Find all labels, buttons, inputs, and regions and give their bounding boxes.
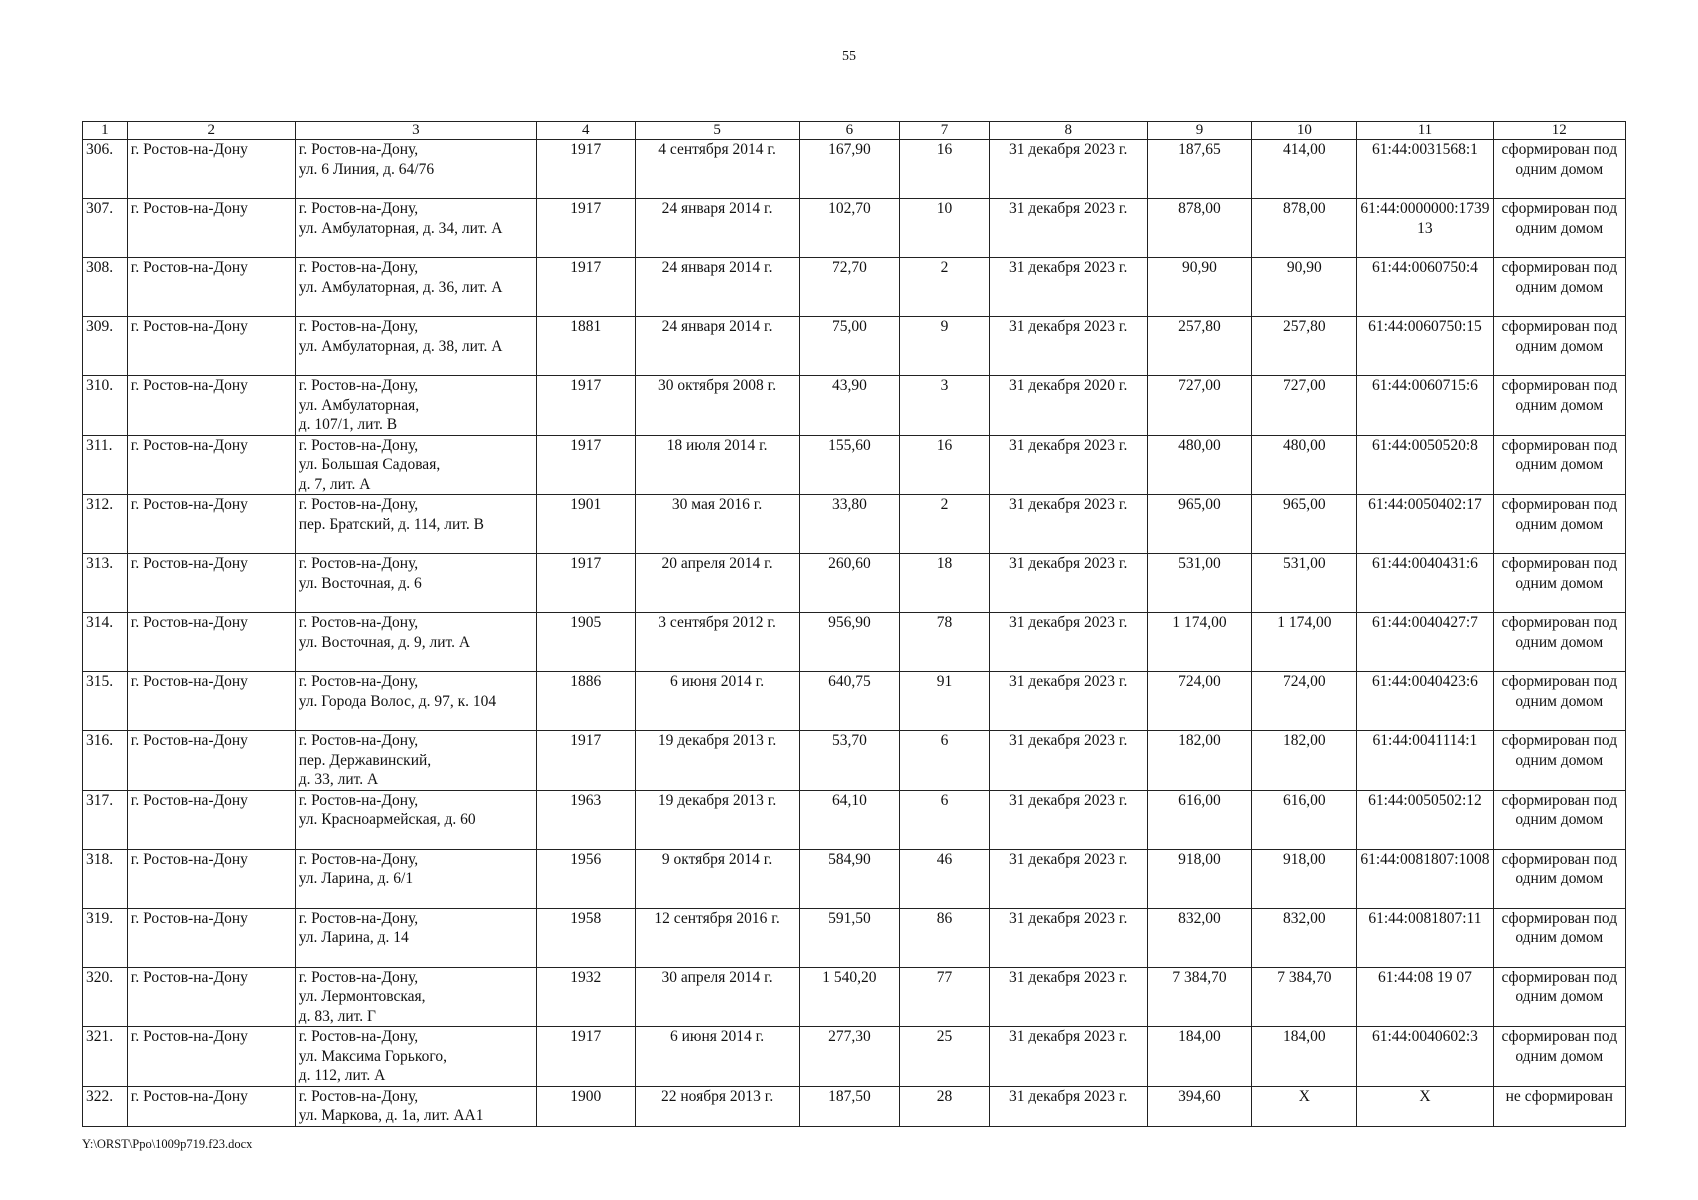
address-cell bbox=[295, 199, 536, 258]
address-line: г. Ростов-на-Дону, bbox=[298, 259, 419, 276]
area-cell: 584,90 bbox=[799, 849, 900, 908]
address-cell bbox=[295, 554, 536, 613]
table-row bbox=[83, 1027, 1626, 1087]
address-line: ул. Маркова, д. 1а, лит. АА1 bbox=[298, 1107, 484, 1124]
footer-file-path: Y:\ORST\Ppo\1009p719.f23.docx bbox=[82, 1137, 253, 1151]
address-line: д. 33, лит. А bbox=[298, 771, 379, 788]
deadline-cell: 31 декабря 2023 г. bbox=[989, 908, 1147, 967]
deadline-cell: 31 декабря 2023 г. bbox=[989, 258, 1147, 317]
value-cell: 480,00 bbox=[1147, 435, 1252, 495]
locality-cell: г. Ростов-на-Дону bbox=[127, 1086, 295, 1126]
deadline-cell: 31 декабря 2023 г. bbox=[989, 1027, 1147, 1087]
year-cell: 1917 bbox=[536, 554, 635, 613]
column-header: 2 bbox=[127, 122, 295, 140]
value-cell: 918,00 bbox=[1147, 849, 1252, 908]
address-line: ул. Красноармейская, д. 60 bbox=[298, 811, 476, 828]
address-line: ул. Амбулаторная, д. 36, лит. А bbox=[298, 278, 503, 296]
address-line: пер. Державинский, bbox=[298, 751, 432, 769]
status-cell: сформирован под одним домом bbox=[1493, 199, 1625, 258]
deadline-cell: 31 декабря 2020 г. bbox=[989, 376, 1147, 436]
row-number-cell: 312. bbox=[83, 495, 128, 554]
deadline-cell: 31 декабря 2023 г. bbox=[989, 317, 1147, 376]
address-line: г. Ростов-на-Дону, bbox=[298, 496, 419, 513]
value-cell: 878,00 bbox=[1252, 199, 1357, 258]
date-cell: 3 сентября 2012 г. bbox=[635, 613, 799, 672]
locality-cell: г. Ростов-на-Дону bbox=[127, 376, 295, 436]
area-cell: 187,50 bbox=[799, 1086, 900, 1126]
value-cell: 257,80 bbox=[1147, 317, 1252, 376]
people-cell: 46 bbox=[900, 849, 990, 908]
value-cell: 918,00 bbox=[1252, 849, 1357, 908]
address-line: г. Ростов-на-Дону, bbox=[298, 436, 419, 454]
row-number-cell: 308. bbox=[83, 258, 128, 317]
locality-cell: г. Ростов-на-Дону bbox=[127, 849, 295, 908]
row-number-cell: 317. bbox=[83, 790, 128, 849]
row-number-cell: 315. bbox=[83, 672, 128, 731]
address-cell bbox=[295, 1086, 536, 1126]
value-cell: 1 174,00 bbox=[1252, 613, 1357, 672]
value-cell: 7 384,70 bbox=[1147, 967, 1252, 1027]
cadastral-number-cell: 61:44:0060750:15 bbox=[1357, 317, 1493, 376]
value-cell: 531,00 bbox=[1252, 554, 1357, 613]
date-cell: 30 октября 2008 г. bbox=[635, 376, 799, 436]
people-cell: 10 bbox=[900, 199, 990, 258]
value-cell: 965,00 bbox=[1147, 495, 1252, 554]
locality-cell: г. Ростов-на-Дону bbox=[127, 908, 295, 967]
locality-cell: г. Ростов-на-Дону bbox=[127, 554, 295, 613]
value-cell: 616,00 bbox=[1147, 790, 1252, 849]
table-row bbox=[83, 967, 1626, 1027]
area-cell: 1 540,20 bbox=[799, 967, 900, 1027]
address-line: д. 107/1, лит. В bbox=[298, 416, 398, 433]
value-cell: 531,00 bbox=[1147, 554, 1252, 613]
row-number-cell: 307. bbox=[83, 199, 128, 258]
year-cell: 1956 bbox=[536, 849, 635, 908]
row-number-cell: 311. bbox=[83, 435, 128, 495]
date-cell: 4 сентября 2014 г. bbox=[635, 140, 799, 199]
people-cell: 9 bbox=[900, 317, 990, 376]
cadastral-number-cell: 61:44:0050502:12 bbox=[1357, 790, 1493, 849]
address-line: г. Ростов-на-Дону, bbox=[298, 614, 419, 631]
address-line: ул. Максима Горького, bbox=[298, 1047, 447, 1065]
people-cell: 77 bbox=[900, 967, 990, 1027]
status-cell: сформирован под одним домом bbox=[1493, 613, 1625, 672]
value-cell: 182,00 bbox=[1147, 731, 1252, 791]
deadline-cell: 31 декабря 2023 г. bbox=[989, 731, 1147, 791]
status-cell: не сформирован bbox=[1493, 1086, 1625, 1126]
value-cell: 724,00 bbox=[1252, 672, 1357, 731]
deadline-cell: 31 декабря 2023 г. bbox=[989, 140, 1147, 199]
address-line: г. Ростов-на-Дону, bbox=[298, 200, 419, 217]
address-cell bbox=[295, 613, 536, 672]
locality-cell: г. Ростов-на-Дону bbox=[127, 1027, 295, 1087]
year-cell: 1917 bbox=[536, 258, 635, 317]
row-number-cell: 314. bbox=[83, 613, 128, 672]
column-header: 5 bbox=[635, 122, 799, 140]
column-header: 10 bbox=[1252, 122, 1357, 140]
value-cell: 257,80 bbox=[1252, 317, 1357, 376]
table-row bbox=[83, 554, 1626, 613]
table-row bbox=[83, 435, 1626, 495]
status-cell: сформирован под одним домом bbox=[1493, 376, 1625, 436]
column-header: 6 bbox=[799, 122, 900, 140]
deadline-cell: 31 декабря 2023 г. bbox=[989, 672, 1147, 731]
area-cell: 75,00 bbox=[799, 317, 900, 376]
locality-cell: г. Ростов-на-Дону bbox=[127, 672, 295, 731]
address-line: ул. Ларина, д. 6/1 bbox=[298, 870, 414, 887]
deadline-cell: 31 декабря 2023 г. bbox=[989, 613, 1147, 672]
row-number-cell: 320. bbox=[83, 967, 128, 1027]
table-row bbox=[83, 790, 1626, 849]
value-cell: 727,00 bbox=[1147, 376, 1252, 436]
column-header: 7 bbox=[900, 122, 990, 140]
people-cell: 6 bbox=[900, 731, 990, 791]
page-number: 55 bbox=[842, 49, 856, 64]
address-cell bbox=[295, 849, 536, 908]
people-cell: 18 bbox=[900, 554, 990, 613]
people-cell: 25 bbox=[900, 1027, 990, 1087]
cadastral-number-cell: 61:44:0040427:7 bbox=[1357, 613, 1493, 672]
locality-cell: г. Ростов-на-Дону bbox=[127, 140, 295, 199]
date-cell: 18 июля 2014 г. bbox=[635, 435, 799, 495]
cadastral-number-cell: 61:44:0060750:4 bbox=[1357, 258, 1493, 317]
locality-cell: г. Ростов-на-Дону bbox=[127, 731, 295, 791]
address-cell bbox=[295, 967, 536, 1027]
status-cell: сформирован под одним домом bbox=[1493, 317, 1625, 376]
area-cell: 591,50 bbox=[799, 908, 900, 967]
year-cell: 1917 bbox=[536, 1027, 635, 1087]
deadline-cell: 31 декабря 2023 г. bbox=[989, 495, 1147, 554]
table-body bbox=[83, 140, 1626, 1127]
address-cell bbox=[295, 258, 536, 317]
table-row bbox=[83, 672, 1626, 731]
year-cell: 1900 bbox=[536, 1086, 635, 1126]
value-cell: 832,00 bbox=[1252, 908, 1357, 967]
status-cell: сформирован под одним домом bbox=[1493, 731, 1625, 791]
people-cell: 28 bbox=[900, 1086, 990, 1126]
status-cell: сформирован под одним домом bbox=[1493, 495, 1625, 554]
status-cell: сформирован под одним домом bbox=[1493, 258, 1625, 317]
deadline-cell: 31 декабря 2023 г. bbox=[989, 199, 1147, 258]
address-line: г. Ростов-на-Дону, bbox=[298, 1028, 419, 1045]
value-cell: 7 384,70 bbox=[1252, 967, 1357, 1027]
area-cell: 956,90 bbox=[799, 613, 900, 672]
area-cell: 43,90 bbox=[799, 376, 900, 436]
value-cell: 90,90 bbox=[1252, 258, 1357, 317]
area-cell: 53,70 bbox=[799, 731, 900, 791]
cadastral-number-cell: 61:44:0060715:6 bbox=[1357, 376, 1493, 436]
column-header: 1 bbox=[83, 122, 128, 140]
value-cell: 182,00 bbox=[1252, 731, 1357, 791]
address-line: д. 83, лит. Г bbox=[298, 1007, 376, 1025]
year-cell: 1917 bbox=[536, 376, 635, 436]
cadastral-number-cell: 61:44:0050520:8 bbox=[1357, 435, 1493, 495]
row-number-cell: 318. bbox=[83, 849, 128, 908]
status-cell: сформирован под одним домом bbox=[1493, 790, 1625, 849]
column-header: 3 bbox=[295, 122, 536, 140]
address-line: д. 112, лит. А bbox=[298, 1067, 386, 1084]
date-cell: 6 июня 2014 г. bbox=[635, 1027, 799, 1087]
value-cell: 184,00 bbox=[1147, 1027, 1252, 1087]
row-number-cell: 322. bbox=[83, 1086, 128, 1126]
address-cell bbox=[295, 435, 536, 495]
cadastral-number-cell: 61:44:0031568:1 bbox=[1357, 140, 1493, 199]
address-line: г. Ростов-на-Дону, bbox=[298, 968, 419, 986]
area-cell: 33,80 bbox=[799, 495, 900, 554]
year-cell: 1881 bbox=[536, 317, 635, 376]
address-line: ул. Амбулаторная, д. 34, лит. А bbox=[298, 219, 503, 237]
value-cell: 832,00 bbox=[1147, 908, 1252, 967]
date-cell: 6 июня 2014 г. bbox=[635, 672, 799, 731]
cadastral-number-cell: 61:44:0040602:3 bbox=[1357, 1027, 1493, 1087]
cadastral-number-cell: 61:44:0050402:17 bbox=[1357, 495, 1493, 554]
address-line: ул. Города Волос, д. 97, к. 104 bbox=[298, 692, 497, 710]
column-header: 8 bbox=[989, 122, 1147, 140]
locality-cell: г. Ростов-на-Дону bbox=[127, 613, 295, 672]
year-cell: 1886 bbox=[536, 672, 635, 731]
deadline-cell: 31 декабря 2023 г. bbox=[989, 1086, 1147, 1126]
date-cell: 24 января 2014 г. bbox=[635, 317, 799, 376]
cadastral-number-cell: 61:44:0081807:11 bbox=[1357, 908, 1493, 967]
address-cell bbox=[295, 908, 536, 967]
status-cell: сформирован под одним домом bbox=[1493, 554, 1625, 613]
address-cell bbox=[295, 731, 536, 791]
locality-cell: г. Ростов-на-Дону bbox=[127, 495, 295, 554]
year-cell: 1963 bbox=[536, 790, 635, 849]
date-cell: 19 декабря 2013 г. bbox=[635, 731, 799, 791]
status-cell: сформирован под одним домом bbox=[1493, 967, 1625, 1027]
people-cell: 86 bbox=[900, 908, 990, 967]
address-line: ул. Восточная, д. 9, лит. А bbox=[298, 633, 471, 651]
deadline-cell: 31 декабря 2023 г. bbox=[989, 790, 1147, 849]
table-row bbox=[83, 140, 1626, 199]
area-cell: 277,30 bbox=[799, 1027, 900, 1087]
table-row bbox=[83, 1086, 1626, 1126]
area-cell: 64,10 bbox=[799, 790, 900, 849]
address-line: г. Ростов-на-Дону, bbox=[298, 555, 419, 572]
locality-cell: г. Ростов-на-Дону bbox=[127, 790, 295, 849]
address-line: ул. Восточная, д. 6 bbox=[298, 574, 422, 592]
value-cell: 414,00 bbox=[1252, 140, 1357, 199]
people-cell: 16 bbox=[900, 435, 990, 495]
status-cell: сформирован под одним домом bbox=[1493, 908, 1625, 967]
deadline-cell: 31 декабря 2023 г. bbox=[989, 435, 1147, 495]
column-number-row bbox=[83, 122, 1626, 140]
status-cell: сформирован под одним домом bbox=[1493, 435, 1625, 495]
cadastral-number-cell: 61:44:08 19 07 bbox=[1357, 967, 1493, 1027]
table-row bbox=[83, 317, 1626, 376]
table-row bbox=[83, 258, 1626, 317]
row-number-cell: 321. bbox=[83, 1027, 128, 1087]
locality-cell: г. Ростов-на-Дону bbox=[127, 967, 295, 1027]
people-cell: 3 bbox=[900, 376, 990, 436]
address-line: ул. Амбулаторная, д. 38, лит. А bbox=[298, 337, 503, 355]
table-row bbox=[83, 908, 1626, 967]
table-row bbox=[83, 613, 1626, 672]
value-cell: 394,60 bbox=[1147, 1086, 1252, 1126]
locality-cell: г. Ростов-на-Дону bbox=[127, 199, 295, 258]
row-number-cell: 319. bbox=[83, 908, 128, 967]
cadastral-number-cell: Х bbox=[1357, 1086, 1493, 1126]
value-cell: 965,00 bbox=[1252, 495, 1357, 554]
address-line: г. Ростов-на-Дону, bbox=[298, 791, 419, 809]
people-cell: 6 bbox=[900, 790, 990, 849]
year-cell: 1958 bbox=[536, 908, 635, 967]
people-cell: 78 bbox=[900, 613, 990, 672]
column-header: 4 bbox=[536, 122, 635, 140]
year-cell: 1932 bbox=[536, 967, 635, 1027]
date-cell: 20 апреля 2014 г. bbox=[635, 554, 799, 613]
date-cell: 19 декабря 2013 г. bbox=[635, 790, 799, 849]
cadastral-number-cell: 61:44:0041114:1 bbox=[1357, 731, 1493, 791]
address-cell bbox=[295, 790, 536, 849]
locality-cell: г. Ростов-на-Дону bbox=[127, 435, 295, 495]
date-cell: 30 апреля 2014 г. bbox=[635, 967, 799, 1027]
date-cell: 30 мая 2016 г. bbox=[635, 495, 799, 554]
value-cell: 727,00 bbox=[1252, 376, 1357, 436]
area-cell: 72,70 bbox=[799, 258, 900, 317]
status-cell: сформирован под одним домом bbox=[1493, 1027, 1625, 1087]
address-line: г. Ростов-на-Дону, bbox=[298, 909, 419, 927]
year-cell: 1901 bbox=[536, 495, 635, 554]
housing-table bbox=[82, 121, 1626, 1127]
address-line: ул. Амбулаторная, bbox=[298, 396, 420, 414]
year-cell: 1917 bbox=[536, 140, 635, 199]
area-cell: 260,60 bbox=[799, 554, 900, 613]
cadastral-number-cell: 61:44:0000000:173913 bbox=[1357, 199, 1493, 258]
row-number-cell: 316. bbox=[83, 731, 128, 791]
address-line: ул. 6 Линия, д. 64/76 bbox=[298, 160, 435, 178]
people-cell: 2 bbox=[900, 258, 990, 317]
address-line: ул. Лермонтовская, bbox=[298, 988, 426, 1005]
table-row bbox=[83, 731, 1626, 791]
address-cell bbox=[295, 376, 536, 436]
value-cell: 90,90 bbox=[1147, 258, 1252, 317]
address-cell bbox=[295, 140, 536, 199]
address-cell bbox=[295, 495, 536, 554]
address-cell bbox=[295, 1027, 536, 1087]
status-cell: сформирован под одним домом bbox=[1493, 849, 1625, 908]
column-header: 11 bbox=[1357, 122, 1493, 140]
address-line: ул. Ларина, д. 14 bbox=[298, 929, 409, 946]
status-cell: сформирован под одним домом bbox=[1493, 672, 1625, 731]
area-cell: 167,90 bbox=[799, 140, 900, 199]
address-line: г. Ростов-на-Дону, bbox=[298, 1087, 419, 1105]
year-cell: 1917 bbox=[536, 199, 635, 258]
table-row bbox=[83, 849, 1626, 908]
value-cell: 724,00 bbox=[1147, 672, 1252, 731]
deadline-cell: 31 декабря 2023 г. bbox=[989, 967, 1147, 1027]
cadastral-number-cell: 61:44:0040431:6 bbox=[1357, 554, 1493, 613]
value-cell: 1 174,00 bbox=[1147, 613, 1252, 672]
address-cell bbox=[295, 317, 536, 376]
date-cell: 12 сентября 2016 г. bbox=[635, 908, 799, 967]
row-number-cell: 310. bbox=[83, 376, 128, 436]
date-cell: 9 октября 2014 г. bbox=[635, 849, 799, 908]
value-cell: 480,00 bbox=[1252, 435, 1357, 495]
column-header: 9 bbox=[1147, 122, 1252, 140]
value-cell: 878,00 bbox=[1147, 199, 1252, 258]
deadline-cell: 31 декабря 2023 г. bbox=[989, 849, 1147, 908]
value-cell: Х bbox=[1252, 1086, 1357, 1126]
area-cell: 102,70 bbox=[799, 199, 900, 258]
area-cell: 155,60 bbox=[799, 435, 900, 495]
cadastral-number-cell: 61:44:0081807:1008 bbox=[1357, 849, 1493, 908]
address-line: д. 7, лит. А bbox=[298, 475, 371, 493]
address-cell bbox=[295, 672, 536, 731]
row-number-cell: 309. bbox=[83, 317, 128, 376]
year-cell: 1917 bbox=[536, 731, 635, 791]
address-line: г. Ростов-на-Дону, bbox=[298, 141, 419, 158]
address-line: г. Ростов-на-Дону, bbox=[298, 318, 419, 335]
people-cell: 2 bbox=[900, 495, 990, 554]
locality-cell: г. Ростов-на-Дону bbox=[127, 258, 295, 317]
value-cell: 184,00 bbox=[1252, 1027, 1357, 1087]
year-cell: 1905 bbox=[536, 613, 635, 672]
address-line: ул. Большая Садовая, bbox=[298, 456, 441, 473]
people-cell: 16 bbox=[900, 140, 990, 199]
address-line: г. Ростов-на-Дону, bbox=[298, 377, 419, 394]
address-line: пер. Братский, д. 114, лит. В bbox=[298, 515, 485, 533]
year-cell: 1917 bbox=[536, 435, 635, 495]
address-line: г. Ростов-на-Дону, bbox=[298, 673, 419, 690]
table-row bbox=[83, 376, 1626, 436]
area-cell: 640,75 bbox=[799, 672, 900, 731]
value-cell: 187,65 bbox=[1147, 140, 1252, 199]
cadastral-number-cell: 61:44:0040423:6 bbox=[1357, 672, 1493, 731]
value-cell: 616,00 bbox=[1252, 790, 1357, 849]
locality-cell: г. Ростов-на-Дону bbox=[127, 317, 295, 376]
people-cell: 91 bbox=[900, 672, 990, 731]
table-row bbox=[83, 199, 1626, 258]
table-row bbox=[83, 495, 1626, 554]
address-line: г. Ростов-на-Дону, bbox=[298, 850, 419, 868]
date-cell: 24 января 2014 г. bbox=[635, 199, 799, 258]
date-cell: 22 ноября 2013 г. bbox=[635, 1086, 799, 1126]
column-header: 12 bbox=[1493, 122, 1625, 140]
deadline-cell: 31 декабря 2023 г. bbox=[989, 554, 1147, 613]
address-line: г. Ростов-на-Дону, bbox=[298, 732, 419, 749]
status-cell: сформирован под одним домом bbox=[1493, 140, 1625, 199]
row-number-cell: 313. bbox=[83, 554, 128, 613]
date-cell: 24 января 2014 г. bbox=[635, 258, 799, 317]
row-number-cell: 306. bbox=[83, 140, 128, 199]
